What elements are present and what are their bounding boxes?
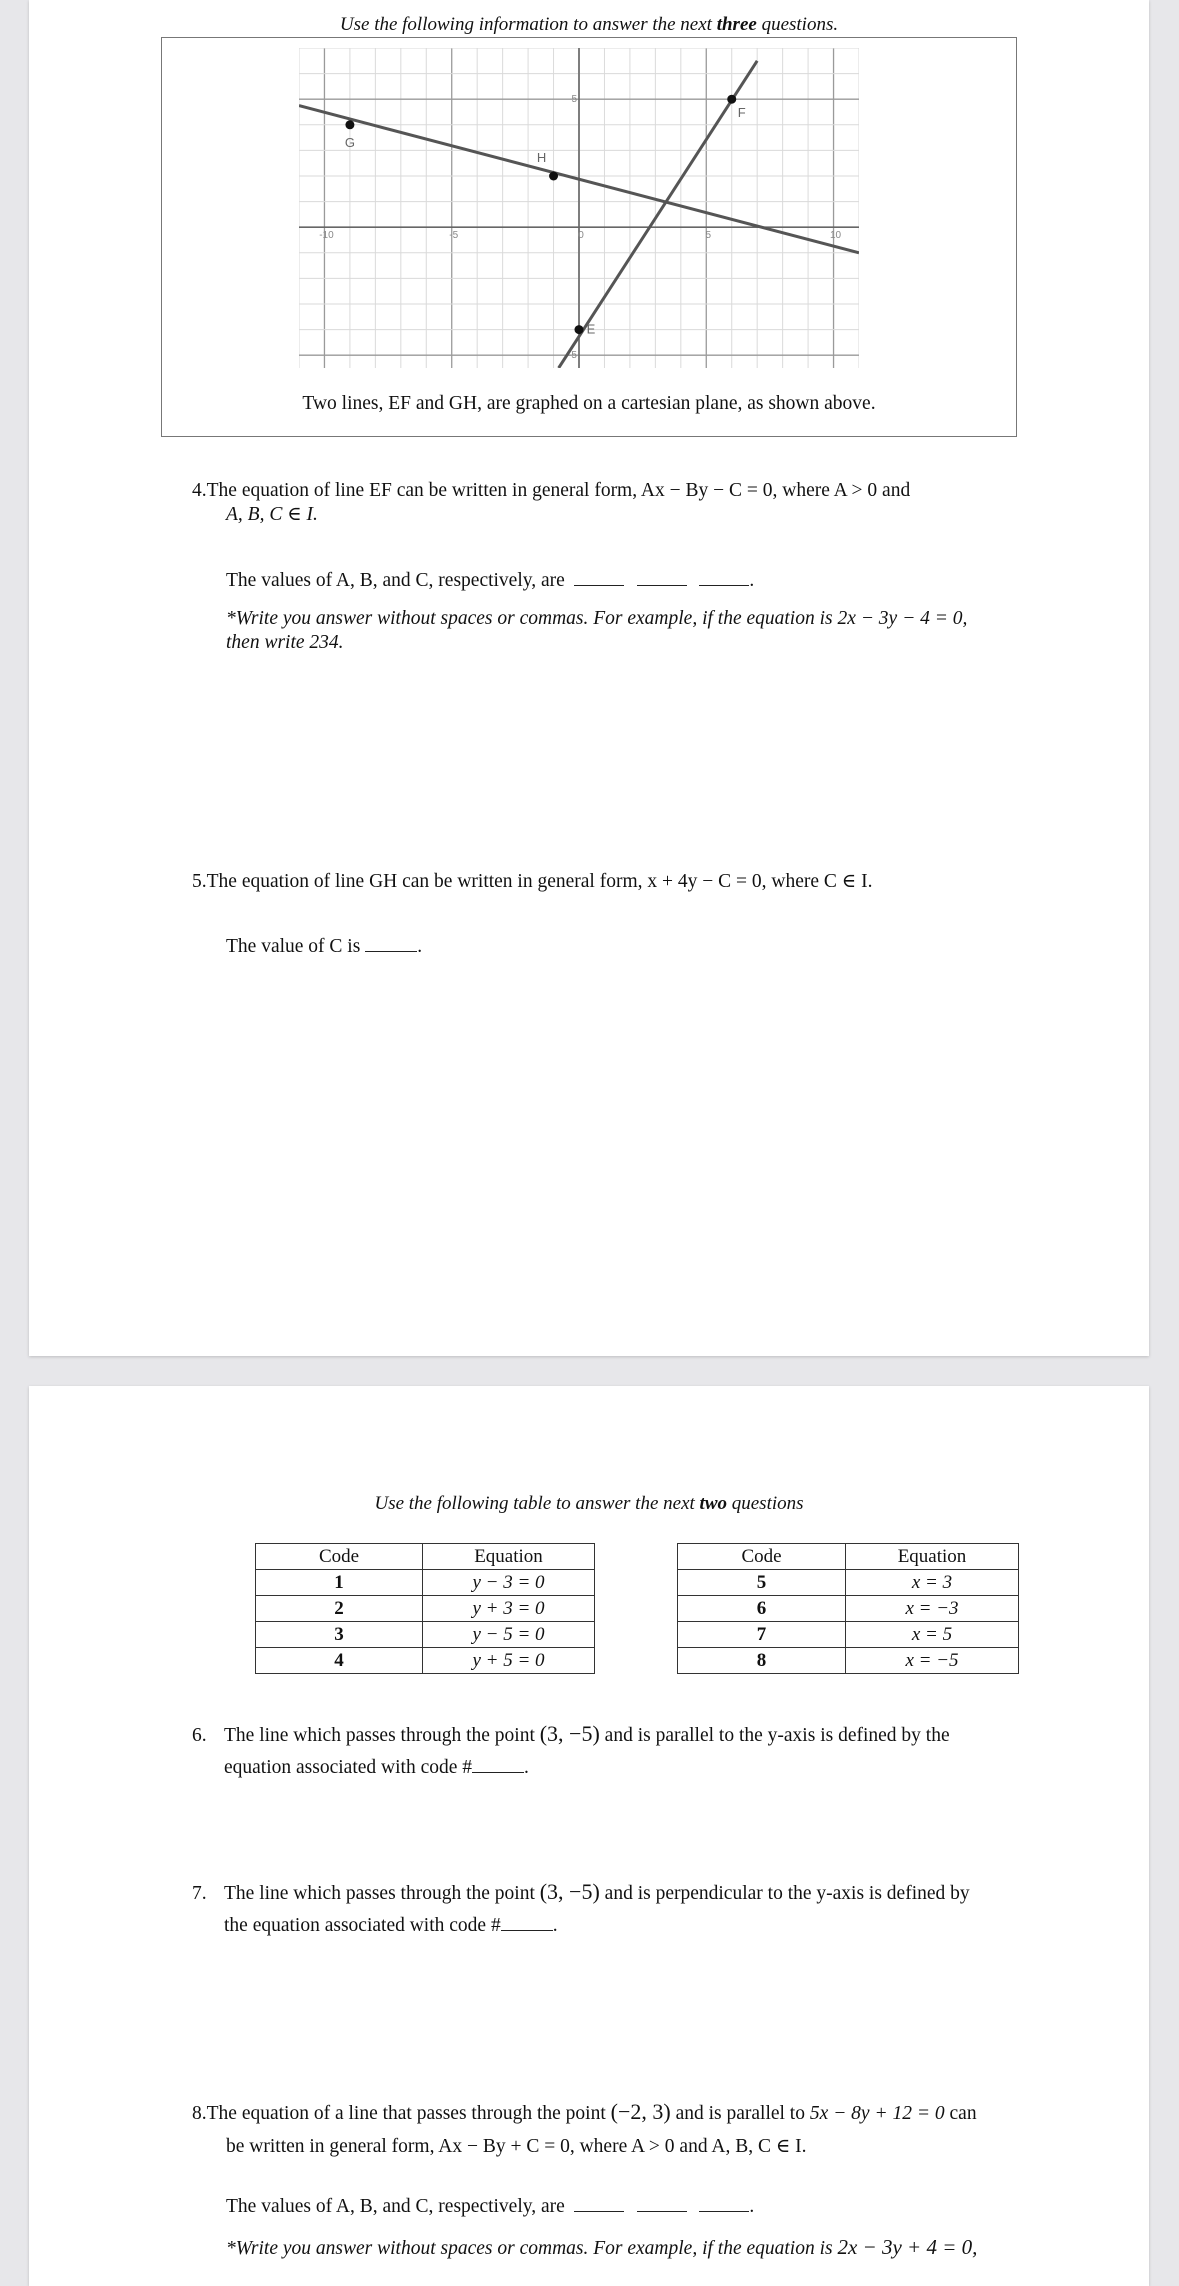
- question-text: The equation of line GH can be written in general form, x + 4y − C = 0, where C ∈ I.: [206, 871, 873, 892]
- blank-period: .: [417, 936, 423, 957]
- x-tick-label: 0: [578, 230, 584, 242]
- question-4-answer-prompt: [226, 567, 754, 593]
- question-6: [192, 1718, 1092, 1784]
- column-header-equation: Equation: [846, 1544, 1019, 1570]
- table-row: [256, 1596, 595, 1622]
- question-5-answer-prompt: [226, 933, 422, 959]
- answer-blank[interactable]: [472, 1754, 524, 1773]
- code-cell: 2: [256, 1596, 423, 1622]
- cartesian-graph: [299, 48, 859, 368]
- answer-blank-a[interactable]: [574, 2193, 624, 2212]
- answer-prompt: The values of A, B, and C, respectively, are: [226, 570, 565, 591]
- question-text-line2: be written in general form, Ax − By + C = 0, where A > 0 and A, B, C ∈ I.: [226, 2136, 807, 2157]
- question-text-end: and is perpendicular to the y-axis is defined by: [604, 1883, 970, 1904]
- code-cell: 4: [256, 1648, 423, 1674]
- blank-period: .: [524, 1757, 529, 1778]
- table-row: [256, 1648, 595, 1674]
- point-label-g: G: [344, 134, 355, 150]
- equation-cell: y − 3 = 0: [423, 1570, 595, 1596]
- given-equation: 5x − 8y + 12 = 0: [809, 2103, 945, 2124]
- code-cell: 1: [256, 1570, 423, 1596]
- x-tick-label: 10: [829, 230, 842, 242]
- table-row: [256, 1570, 595, 1596]
- column-header-code: Code: [678, 1544, 846, 1570]
- x-tick-label: -10: [319, 230, 334, 242]
- question-text-line2: A, B, C ∈ I.: [226, 504, 318, 525]
- point-h: [549, 172, 558, 181]
- instruction-text-end: questions: [727, 1493, 804, 1514]
- code-table-left: [255, 1543, 595, 1674]
- equation-cell: x = −3: [846, 1596, 1019, 1622]
- question-text-end: can: [949, 2103, 977, 2124]
- point-label-e: E: [586, 321, 596, 337]
- blank-period: .: [552, 1915, 558, 1936]
- point-coordinates: (3, −5): [539, 1721, 600, 1746]
- code-cell: 7: [678, 1622, 846, 1648]
- instruction-emphasis: three: [716, 14, 757, 35]
- point-e: [575, 325, 584, 334]
- point-label-f: F: [737, 105, 746, 121]
- point-f: [727, 95, 736, 104]
- x-tick-label: -5: [449, 230, 459, 242]
- point-coordinates: (−2, 3): [610, 2099, 671, 2124]
- note-equation: 2x − 3y + 4 = 0,: [837, 2235, 978, 2259]
- answer-prompt: The value of C is: [226, 936, 361, 957]
- code-cell: 8: [678, 1648, 846, 1674]
- instruction-text-end: questions.: [756, 14, 839, 35]
- column-header-code: Code: [256, 1544, 423, 1570]
- point-label-h: H: [536, 150, 547, 165]
- equation-cell: x = 3: [846, 1570, 1019, 1596]
- point-coordinates: (3, −5): [539, 1879, 600, 1904]
- question-text: The equation of line EF can be written in general form, Ax − By − C = 0, where A > 0 and: [206, 480, 911, 501]
- graph-caption: Two lines, EF and GH, are graphed on a cartesian plane, as shown above.: [302, 393, 876, 414]
- question-7: [192, 1876, 1092, 1942]
- worksheet-page-1: [29, 0, 1149, 1356]
- table-instructions: [29, 1493, 1149, 1515]
- table-row: [678, 1596, 1019, 1622]
- question-number: 5.: [192, 871, 207, 892]
- answer-blank[interactable]: [501, 1912, 553, 1931]
- question-4-note: [226, 607, 1106, 655]
- blank-period: .: [749, 570, 755, 591]
- question-8-answer-prompt: [226, 2193, 754, 2219]
- instruction-text: Use the following table to answer the next: [374, 1493, 700, 1514]
- equation-cell: y + 3 = 0: [423, 1596, 595, 1622]
- code-cell: 6: [678, 1596, 846, 1622]
- column-header-equation: Equation: [423, 1544, 595, 1570]
- graph-box: [161, 37, 1017, 437]
- question-text-line2: the equation associated with code #: [224, 1915, 501, 1936]
- question-number: 7.: [192, 1883, 207, 1904]
- worksheet-page-2: [29, 1386, 1149, 2286]
- x-tick-label: 5: [705, 230, 712, 242]
- instruction-text: Use the following information to answer the next: [339, 14, 717, 35]
- question-4: [192, 479, 1092, 527]
- note-text: *Write you answer without spaces or commas. For example, if the equation is: [226, 2238, 833, 2259]
- blank-period: .: [749, 2196, 755, 2217]
- question-text-line2: equation associated with code #: [224, 1757, 473, 1778]
- equation-cell: x = −5: [846, 1648, 1019, 1674]
- question-number: 8.: [192, 2103, 207, 2124]
- question-text: The equation of a line that passes through the point: [206, 2103, 606, 2124]
- graph-instructions: [29, 14, 1149, 36]
- question-number: 4.: [192, 480, 207, 501]
- question-text: The line which passes through the point: [224, 1883, 535, 1904]
- question-text: The line which passes through the point: [224, 1725, 535, 1746]
- equation-cell: x = 5: [846, 1622, 1019, 1648]
- table-row: [678, 1622, 1019, 1648]
- code-cell: 3: [256, 1622, 423, 1648]
- code-table-right: [677, 1543, 1019, 1674]
- answer-prompt: The values of A, B, and C, respectively, are: [226, 2196, 565, 2217]
- point-g: [345, 120, 354, 129]
- answer-blank[interactable]: [365, 933, 417, 952]
- y-tick-label: 5: [571, 94, 577, 106]
- question-number: 6.: [192, 1725, 207, 1746]
- question-8-note: [226, 2235, 977, 2261]
- answer-blank-b[interactable]: [637, 567, 687, 586]
- code-cell: 5: [678, 1570, 846, 1596]
- question-5: [192, 870, 1092, 894]
- question-text-mid: and is parallel to: [675, 2103, 805, 2124]
- answer-blank-b[interactable]: [637, 2193, 687, 2212]
- table-row: [678, 1648, 1019, 1674]
- table-row: [678, 1570, 1019, 1596]
- answer-blank-a[interactable]: [574, 567, 624, 586]
- y-tick-label: -5: [568, 350, 577, 362]
- note-line-1: *Write you answer without spaces or commas. For example, if the equation is 2x − 3y − 4 = 0,: [226, 608, 968, 629]
- answer-blank-c[interactable]: [699, 567, 749, 586]
- answer-blank-c[interactable]: [699, 2193, 749, 2212]
- question-8: [192, 2095, 1092, 2163]
- note-line-2: then write 234.: [226, 632, 344, 653]
- equation-cell: y − 5 = 0: [423, 1622, 595, 1648]
- equation-cell: y + 5 = 0: [423, 1648, 595, 1674]
- table-row: [256, 1622, 595, 1648]
- instruction-emphasis: two: [699, 1493, 727, 1514]
- question-text-end: and is parallel to the y-axis is defined by the: [604, 1725, 950, 1746]
